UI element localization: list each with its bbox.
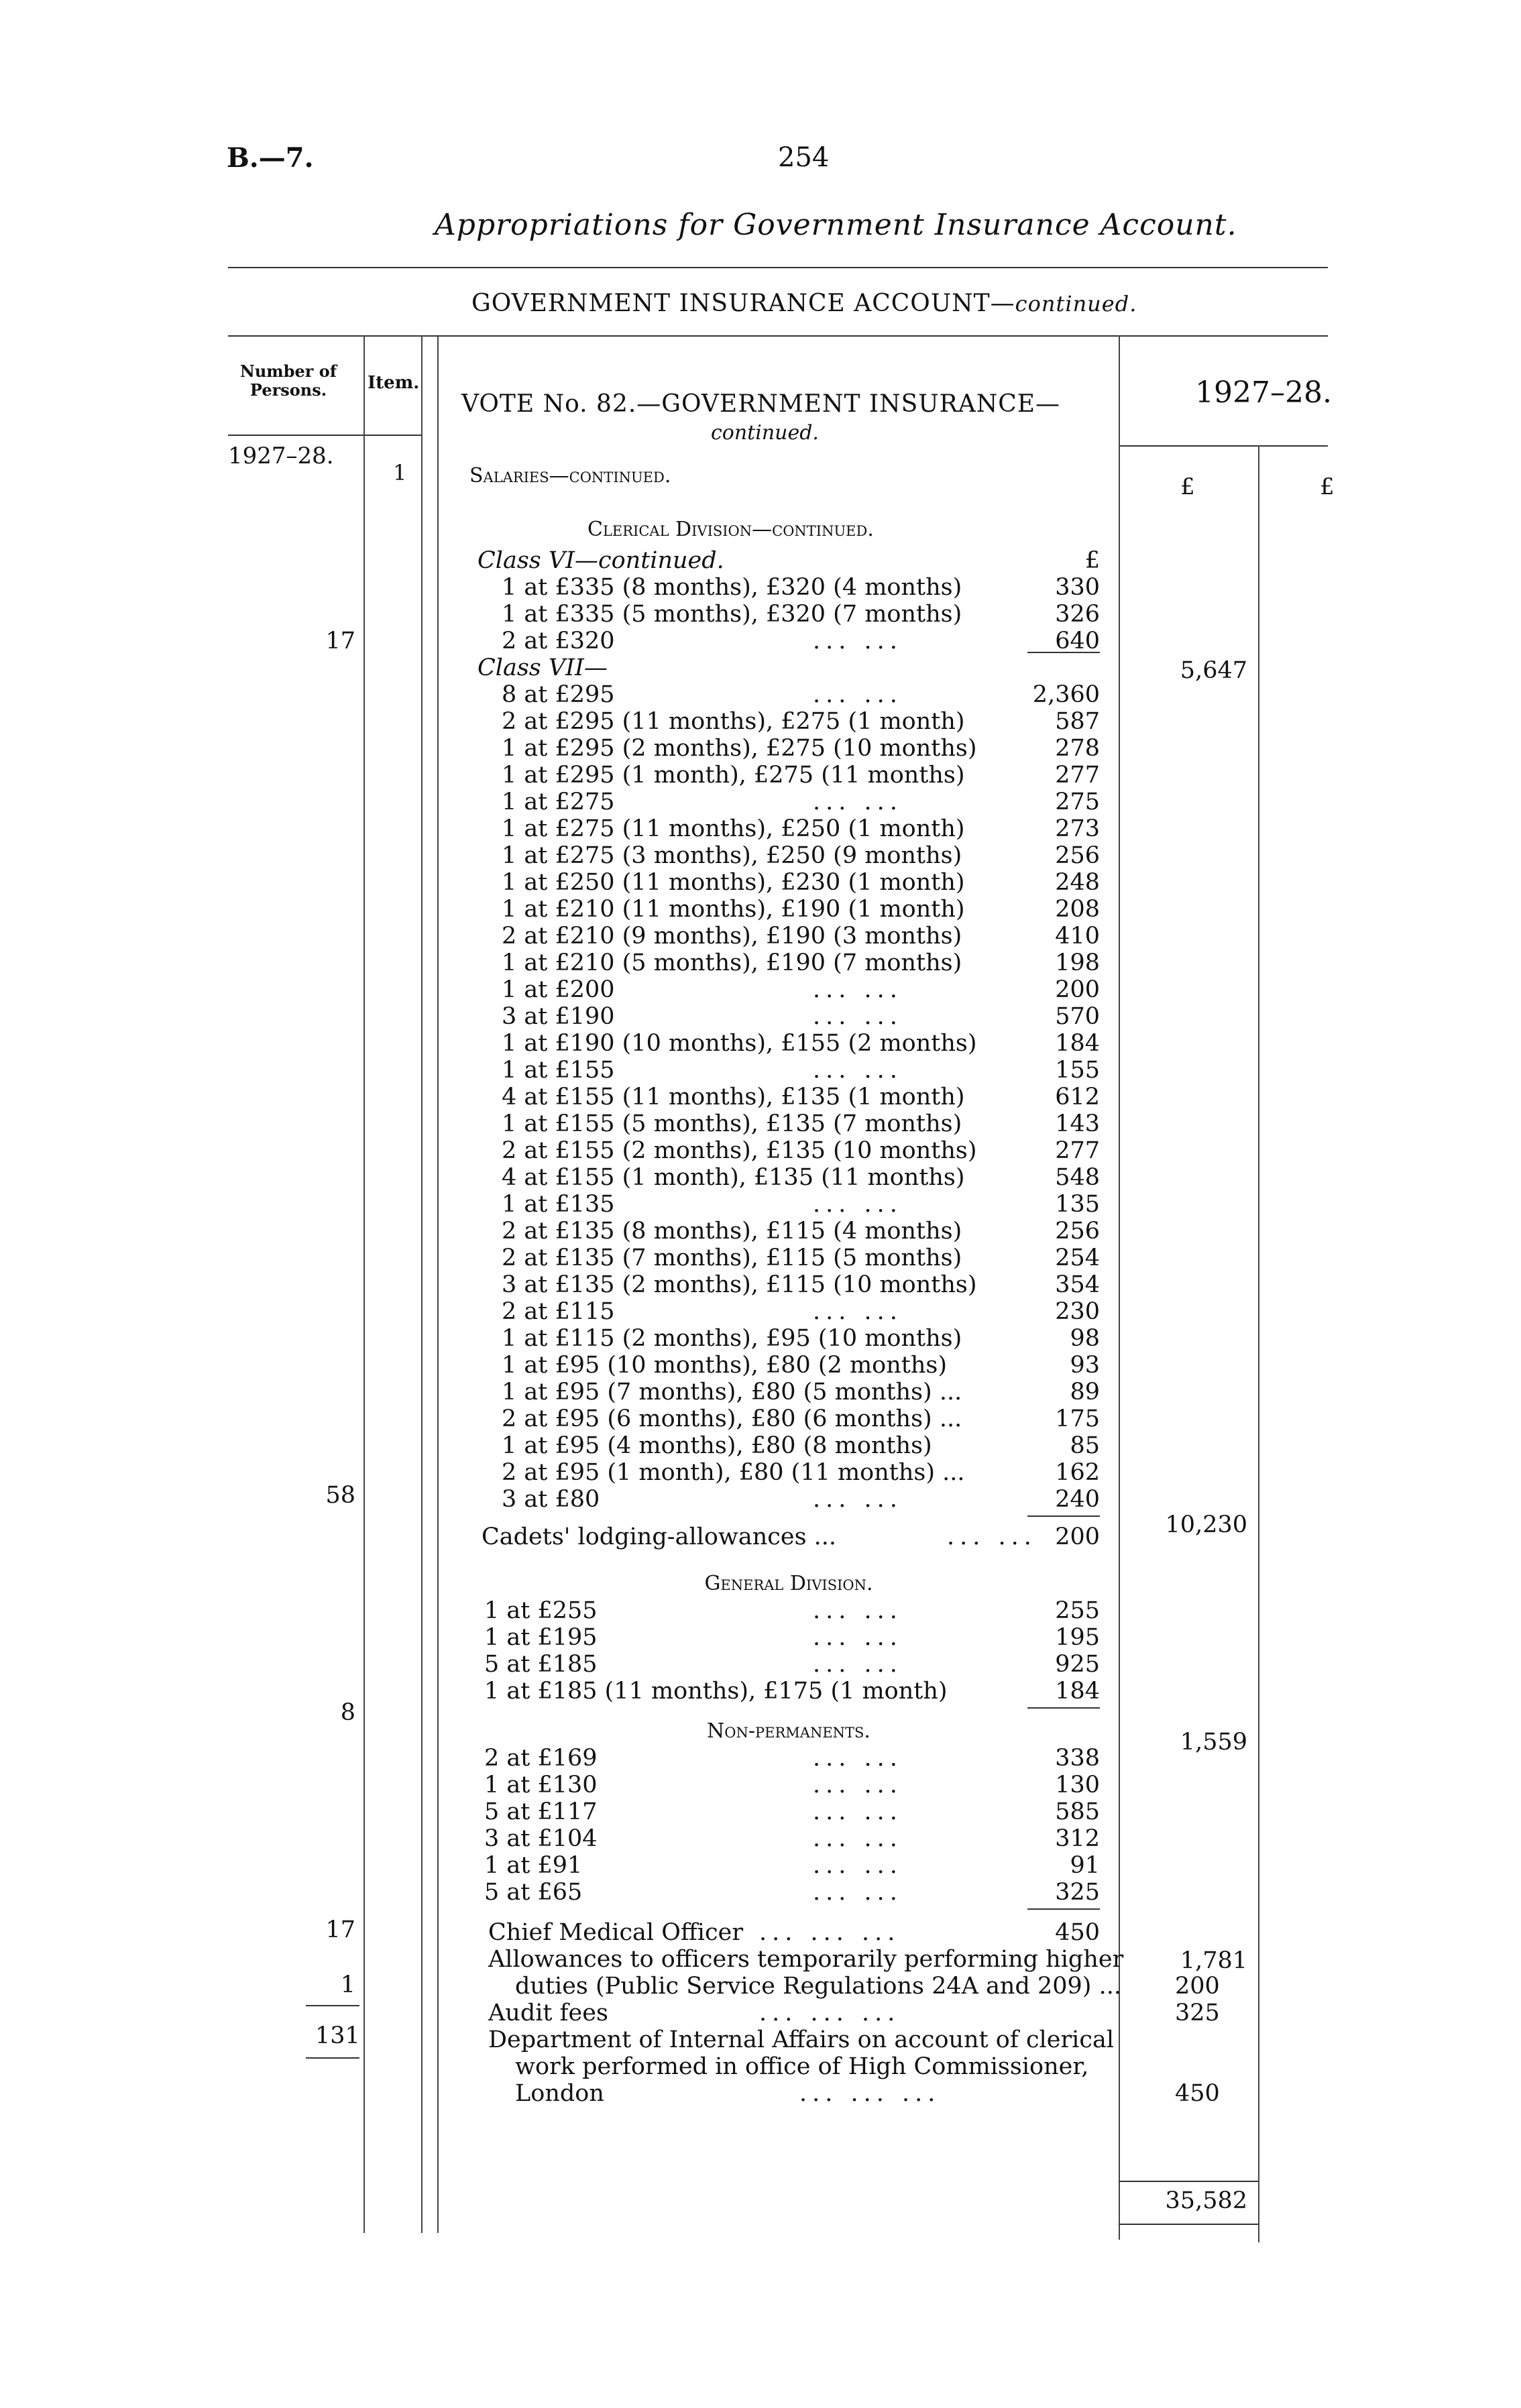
persons-count: 1 <box>340 1971 355 1998</box>
leader-dots: ... ... <box>813 976 903 1003</box>
subtotal: 1,781 <box>1180 1947 1247 1974</box>
row-description: Cadets' lodging-allowances ... <box>482 1524 837 1550</box>
subtotal: 5,647 <box>1180 657 1247 684</box>
item-number: 1 <box>393 460 407 485</box>
table-row <box>477 1624 1100 1651</box>
row-amount: 338 <box>1055 1745 1100 1772</box>
leader-dots: ... ... <box>813 1057 903 1084</box>
leader-dots: ... ... <box>813 1597 903 1624</box>
subtotal: 1,559 <box>1180 1729 1247 1756</box>
table-row <box>477 1084 1100 1110</box>
persons-total-rule <box>306 2057 359 2059</box>
clerical-division-heading: Clerical Division—continued. <box>587 518 874 541</box>
row-amount: 175 <box>1055 1406 1100 1432</box>
row-description: 2 at £210 (9 months), £190 (3 months) <box>502 923 962 950</box>
table-row <box>477 2080 1220 2107</box>
grand-total-rule <box>1119 2181 1258 2182</box>
year-header: 1927–28. <box>1195 376 1332 410</box>
leader-dots: ... ... <box>813 681 903 708</box>
table-row <box>477 1325 1100 1352</box>
general-division-heading: General Division. <box>704 1572 873 1595</box>
leader-dots: ... ... <box>813 628 903 654</box>
row-amount: 640 <box>1055 628 1100 654</box>
row-amount: 354 <box>1055 1271 1100 1298</box>
table-row <box>477 574 1100 601</box>
pound-symbol: £ <box>1084 547 1100 574</box>
table-row <box>477 762 1100 789</box>
row-amount: 2,360 <box>1032 681 1100 708</box>
row-amount: 240 <box>1055 1486 1100 1513</box>
subtotal-rule <box>1027 1707 1100 1709</box>
subtitle-main: GOVERNMENT INSURANCE ACCOUNT— <box>471 290 1015 317</box>
row-amount: 277 <box>1055 762 1100 789</box>
row-amount: 93 <box>1070 1352 1100 1379</box>
row-amount: 162 <box>1055 1459 1100 1486</box>
table-row <box>477 1218 1100 1245</box>
pound-symbol: £ <box>1180 473 1195 500</box>
row-amount: 130 <box>1055 1772 1100 1798</box>
table-row <box>477 1379 1100 1406</box>
table-row <box>477 1852 1100 1879</box>
row-description: 1 at £135 <box>502 1191 615 1218</box>
row-description: 1 at £210 (11 months), £190 (1 month) <box>502 896 965 923</box>
row-amount: 278 <box>1055 735 1100 762</box>
row-description: 5 at £185 <box>484 1651 598 1678</box>
row-description: 1 at £91 <box>484 1852 583 1879</box>
row-amount: 248 <box>1055 869 1100 896</box>
row-description: 1 at £95 (10 months), £80 (2 months) <box>502 1352 947 1379</box>
table-row <box>477 1597 1100 1624</box>
table-row <box>477 1432 1100 1459</box>
row-description: 5 at £65 <box>484 1879 583 1906</box>
top-rule <box>228 267 1328 268</box>
table-row <box>477 1879 1100 1906</box>
row-amount: 208 <box>1055 896 1100 923</box>
row-description: 3 at £190 <box>502 1003 615 1030</box>
allowances-line-1: Allowances to officers temporarily performing higher <box>488 1946 1124 1973</box>
row-description: 1 at £275 (11 months), £250 (1 month) <box>502 815 965 842</box>
row-description: 1 at £185 (11 months), £175 (1 month) <box>484 1678 948 1705</box>
row-amount: 198 <box>1055 950 1100 976</box>
table-row <box>477 1137 1100 1164</box>
row-description: 1 at £250 (11 months), £230 (1 month) <box>502 869 965 896</box>
persons-count: 8 <box>340 1699 355 1726</box>
table-row <box>477 1459 1100 1486</box>
table-row <box>477 708 1100 735</box>
leader-dots: ... ... <box>813 1486 903 1513</box>
pound-symbol: £ <box>1320 473 1335 500</box>
row-description: 1 at £195 <box>484 1624 598 1651</box>
row-description: 1 at £255 <box>484 1597 598 1624</box>
row-amount: 135 <box>1055 1191 1100 1218</box>
subtotal: 10,230 <box>1165 1511 1247 1538</box>
leader-dots: ... ... ... <box>799 2080 941 2107</box>
leader-dots: ... ... <box>813 1745 903 1772</box>
table-row <box>477 1110 1100 1137</box>
row-amount: 255 <box>1055 1597 1100 1624</box>
table-row <box>477 1271 1100 1298</box>
section-subtitle <box>471 290 1137 317</box>
leader-dots: ... ... <box>813 1825 903 1852</box>
row-description: 2 at £169 <box>484 1745 598 1772</box>
leader-dots: ... ... <box>813 1798 903 1825</box>
table-row <box>477 1798 1100 1825</box>
row-amount: 200 <box>1175 1973 1220 2000</box>
row-amount: 155 <box>1055 1057 1100 1084</box>
row-amount: 325 <box>1055 1879 1100 1906</box>
row-description: 1 at £190 (10 months), £155 (2 months) <box>502 1030 977 1057</box>
row-description: 2 at £115 <box>502 1298 615 1325</box>
item-column-line <box>421 335 422 2233</box>
row-description: Chief Medical Officer <box>488 1919 744 1946</box>
table-row <box>477 1003 1100 1030</box>
leader-dots: ... ... ... <box>759 1919 901 1946</box>
row-amount: 450 <box>1055 1919 1100 1946</box>
row-amount: 585 <box>1055 1798 1100 1825</box>
table-row <box>477 1973 1220 2000</box>
row-description: 1 at £200 <box>502 976 615 1003</box>
table-row <box>477 1164 1100 1191</box>
row-description: 8 at £295 <box>502 681 615 708</box>
table-row <box>477 681 1100 708</box>
table-row <box>477 815 1100 842</box>
row-description: 1 at £275 (3 months), £250 (9 months) <box>502 842 962 869</box>
internal-line-2: work performed in office of High Commissioner, <box>515 2053 1089 2080</box>
persons-header-rule <box>228 435 376 436</box>
table-row <box>477 1486 1100 1513</box>
row-amount: 98 <box>1070 1325 1100 1352</box>
row-amount: 312 <box>1055 1825 1100 1852</box>
row-description: 2 at £155 (2 months), £135 (10 months) <box>502 1137 977 1164</box>
table-row <box>477 1352 1100 1379</box>
row-description: 4 at £155 (1 month), £135 (11 months) <box>502 1164 965 1191</box>
table-row <box>477 923 1100 950</box>
row-description: 1 at £335 (8 months), £320 (4 months) <box>502 574 962 601</box>
year-header-rule <box>1119 445 1328 447</box>
row-description: 2 at £320 <box>502 628 615 654</box>
allowances-line-2: duties (Public Service Regulations 24A and 209) ... <box>515 1973 1121 2000</box>
leader-dots: ... ... <box>813 1651 903 1678</box>
grand-total-rule <box>1119 2224 1258 2225</box>
row-description: 3 at £104 <box>484 1825 598 1852</box>
row-description: 1 at £95 (4 months), £80 (8 months) <box>502 1432 932 1459</box>
row-amount: 184 <box>1055 1678 1100 1705</box>
persons-count: 58 <box>325 1482 355 1509</box>
row-amount: 256 <box>1055 842 1100 869</box>
leader-dots: ... ... <box>813 1003 903 1030</box>
row-amount: 925 <box>1055 1651 1100 1678</box>
leader-dots: ... ... <box>813 1298 903 1325</box>
persons-total: 131 <box>315 2022 360 2049</box>
table-top-rule <box>228 335 1328 337</box>
table-row <box>477 1678 1100 1705</box>
row-description: 5 at £117 <box>484 1798 598 1825</box>
vote-title: VOTE No. 82.—GOVERNMENT INSURANCE— <box>461 390 1061 418</box>
row-description: 1 at £130 <box>484 1772 598 1798</box>
row-amount: 91 <box>1070 1852 1100 1879</box>
row-amount: 410 <box>1055 923 1100 950</box>
document-reference: B.—7. <box>227 142 314 174</box>
subtitle-continued: continued. <box>1015 291 1137 317</box>
row-amount: 273 <box>1055 815 1100 842</box>
subtotal-rule <box>1027 1908 1100 1910</box>
table-row <box>477 896 1100 923</box>
row-amount: 230 <box>1055 1298 1100 1325</box>
row-description: 1 at £95 (7 months), £80 (5 months) ... <box>502 1379 962 1406</box>
number-of-persons-header: Number of Persons. <box>239 361 337 400</box>
table-row <box>477 869 1100 896</box>
leader-dots: ... ... <box>813 1624 903 1651</box>
row-amount: 277 <box>1055 1137 1100 1164</box>
table-row <box>477 2000 1220 2026</box>
internal-line-1: Department of Internal Affairs on account of clerical <box>488 2026 1115 2053</box>
item-header: Item. <box>368 373 420 393</box>
row-description: 1 at £210 (5 months), £190 (7 months) <box>502 950 962 976</box>
table-row <box>477 735 1100 762</box>
row-description: 2 at £135 (8 months), £115 (4 months) <box>502 1218 962 1245</box>
row-description: 2 at £95 (1 month), £80 (11 months) ... <box>502 1459 965 1486</box>
grand-total: 35,582 <box>1165 2187 1247 2214</box>
page-number: 254 <box>778 142 830 173</box>
table-row <box>477 842 1100 869</box>
row-description: 1 at £335 (5 months), £320 (7 months) <box>502 601 962 628</box>
leader-dots: ... ... <box>813 1879 903 1906</box>
row-description: 2 at £135 (7 months), £115 (5 months) <box>502 1245 962 1271</box>
table-row <box>477 1772 1100 1798</box>
table-row <box>477 976 1100 1003</box>
persons-count: 17 <box>325 628 355 654</box>
table-row <box>477 1524 1100 1550</box>
non-permanents-heading: Non-permanents. <box>707 1719 870 1743</box>
row-amount: 450 <box>1175 2080 1220 2107</box>
row-amount: 330 <box>1055 574 1100 601</box>
vote-continued: continued. <box>711 421 819 445</box>
persons-year: 1927–28. <box>228 443 334 469</box>
leader-dots: ... ... <box>813 1772 903 1798</box>
persons-column-line <box>363 335 365 2233</box>
row-amount: 89 <box>1070 1379 1100 1406</box>
salaries-heading: Salaries—continued. <box>469 464 671 488</box>
persons-count: 17 <box>325 1916 355 1943</box>
row-amount: 195 <box>1055 1624 1100 1651</box>
table-row <box>477 1651 1100 1678</box>
row-description: 3 at £80 <box>502 1486 600 1513</box>
leader-dots: ... ... ... <box>759 2000 901 2026</box>
persons-total-rule <box>306 2005 359 2006</box>
table-row <box>477 1057 1100 1084</box>
item-header-rule <box>368 435 421 436</box>
row-amount: 612 <box>1055 1084 1100 1110</box>
row-description: 1 at £115 (2 months), £95 (10 months) <box>502 1325 962 1352</box>
row-description: 1 at £295 (2 months), £275 (10 months) <box>502 735 977 762</box>
row-description: 2 at £295 (11 months), £275 (1 month) <box>502 708 965 735</box>
row-amount: 200 <box>1055 976 1100 1003</box>
row-amount: 85 <box>1070 1432 1100 1459</box>
subtotal-rule <box>1027 1515 1100 1517</box>
row-amount: 143 <box>1055 1110 1100 1137</box>
row-amount: 587 <box>1055 708 1100 735</box>
table-row <box>477 1825 1100 1852</box>
class-vi-heading: Class VI—continued. <box>477 547 724 574</box>
table-row <box>477 950 1100 976</box>
table-row <box>477 1406 1100 1432</box>
leader-dots: ... ... <box>813 1191 903 1218</box>
table-row <box>477 1298 1100 1325</box>
row-description: 1 at £295 (1 month), £275 (11 months) <box>502 762 965 789</box>
internal-line-3: London <box>515 2080 604 2107</box>
row-description: 1 at £155 <box>502 1057 615 1084</box>
row-amount: 548 <box>1055 1164 1100 1191</box>
row-amount: 326 <box>1055 601 1100 628</box>
row-amount: 325 <box>1175 2000 1220 2026</box>
subtotal-column-line <box>1258 445 1259 2242</box>
page-title: Appropriations for Government Insurance Account. <box>435 208 1237 242</box>
row-description: 1 at £155 (5 months), £135 (7 months) <box>502 1110 962 1137</box>
row-amount: 256 <box>1055 1218 1100 1245</box>
class-vii-heading: Class VII— <box>477 654 608 681</box>
subtotal-rule <box>1027 652 1100 653</box>
table-row <box>477 628 1100 654</box>
leader-dots: ... ... <box>947 1524 1037 1550</box>
row-amount: 254 <box>1055 1245 1100 1271</box>
table-row <box>477 1030 1100 1057</box>
table-row <box>477 789 1100 815</box>
table-row <box>477 601 1100 628</box>
row-description: 4 at £155 (11 months), £135 (1 month) <box>502 1084 965 1110</box>
row-description: 2 at £95 (6 months), £80 (6 months) ... <box>502 1406 962 1432</box>
row-amount: 570 <box>1055 1003 1100 1030</box>
row-description: 1 at £275 <box>502 789 615 815</box>
row-amount: 200 <box>1055 1524 1100 1550</box>
leader-dots: ... ... <box>813 1852 903 1879</box>
row-description: 3 at £135 (2 months), £115 (10 months) <box>502 1271 977 1298</box>
detail-column-line <box>437 335 439 2233</box>
table-row <box>477 1919 1100 1946</box>
row-amount: 275 <box>1055 789 1100 815</box>
row-description: Audit fees <box>488 2000 608 2026</box>
table-row <box>477 1245 1100 1271</box>
leader-dots: ... ... <box>813 789 903 815</box>
row-amount: 184 <box>1055 1030 1100 1057</box>
table-row <box>477 1745 1100 1772</box>
table-row <box>477 1191 1100 1218</box>
